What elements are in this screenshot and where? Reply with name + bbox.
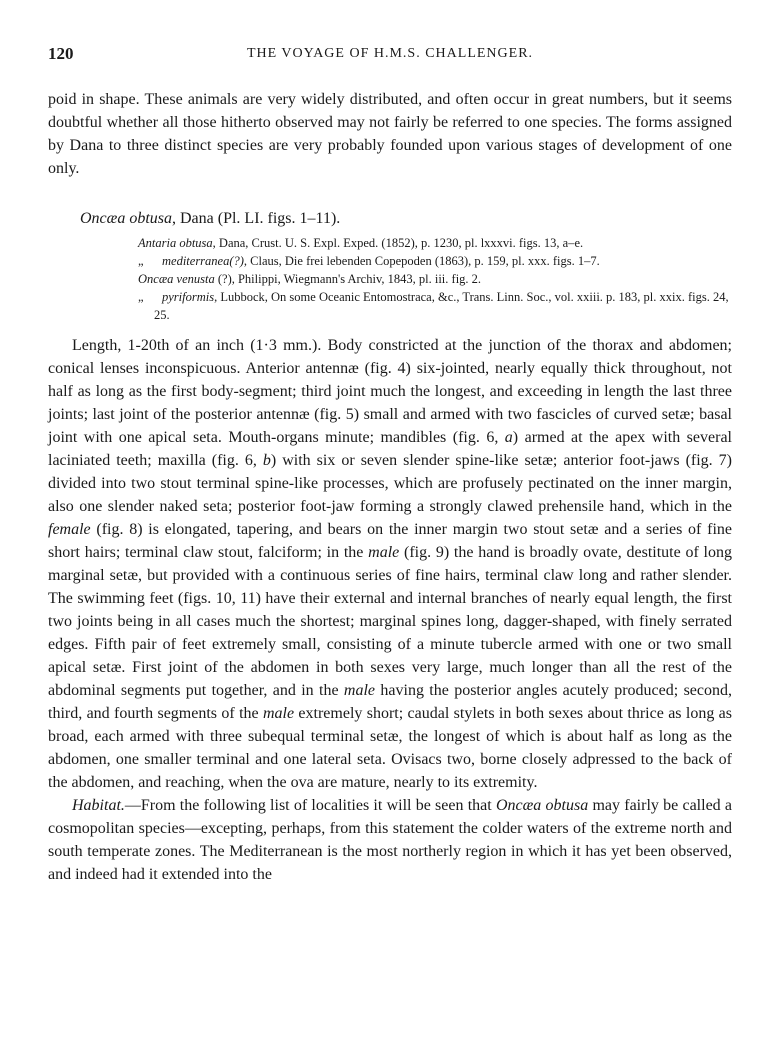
page	[48, 44, 732, 886]
running-title: THE VOYAGE OF H.M.S. CHALLENGER.	[246, 46, 534, 61]
synonym-citation: , Dana, Crust. U. S. Expl. Exped. (1852), p. 1230, pl. lxxxvi. figs. 13, a–e.	[212, 236, 584, 250]
synonym-prefix: „	[138, 290, 144, 304]
synonym-citation: , Claus, Die frei lebenden Copepoden (1863), p. 159, pl. xxx. figs. 1–7.	[243, 254, 600, 268]
description-text: ) with six or seven slender spine-like setæ; anterior foot-jaws (fig. 7) divided into two stout terminal spine-like processes, which are profusely pectinated on the inner margin, also one slender naked seta; posterior foot-jaw forming a strongly clawed prehensile hand, which in the	[48, 452, 733, 515]
habitat-label: Habitat.	[72, 797, 125, 814]
description-text: Length, 1-20th of an inch (1·3 mm.). Body constricted at the junction of the thorax and abdomen; conical lenses inconspicuous. Anterior antennæ (fig. 4) six-jointed, nearly equally thick throughout, not half as long as the first body-segment; third joint much the longest, and exceeding in length the last three joints; last joint of the posterior antennæ (fig. 5) small and armed with two fascicles of curved setæ; basal joint with one apical seta. Mouth-organs minute; mandibles (fig. 6,	[48, 337, 732, 446]
description-text: ) armed at the apex with several laciniated teeth; maxilla (fig. 6,	[48, 429, 732, 469]
description-text: (fig. 9) the hand is broadly ovate, destitute of long marginal setæ, but provided with a continuous series of fine hairs, terminal claw long and rather slender. The swimming feet (figs. 10, 11) have their external and internal branches of nearly equal length, the first two joints being in all cases much the shortest; marginal spines long, dagger-shaped, with finely serrated edges. Fifth pair of feet extremely small, consisting of a minute tubercle armed with one or two small apical setæ. First joint of the abdomen in both sexes very large, much longer than all the rest of the abdominal segments put together, and in the	[48, 544, 732, 699]
emphasis-female: female	[48, 521, 91, 538]
species-name: Oncæa obtusa	[80, 210, 172, 227]
intro-paragraph: poid in shape. These animals are very widely distributed, and often occur in great numbers, but it seems doubtful whether all those hitherto observed may not fairly be referred to one species. The forms assigned by Dana to three distinct species are very probably founded upon various stages of development of one only.	[48, 91, 732, 177]
figure-ref-b: b	[262, 452, 271, 469]
figure-ref-a: a	[504, 429, 513, 446]
synonym-name: pyriformis	[162, 290, 215, 304]
synonym-entry	[138, 252, 732, 270]
page-header	[48, 44, 732, 68]
habitat-text: —From the following list of localities it will be seen that	[124, 797, 496, 814]
synonymy-list	[138, 234, 732, 324]
synonym-name: mediterranea(?)	[162, 254, 244, 268]
synonym-name: Antaria obtusa	[138, 236, 213, 250]
species-heading	[80, 208, 732, 230]
habitat-text: may fairly be called a cosmopolitan species—excepting, perhaps, from this statement the colder waters of the extreme north and south temperate zones. The Mediterranean is the most northerly region in which it has yet been observed, and indeed had it extended into the	[48, 797, 733, 883]
description-paragraph	[48, 334, 732, 794]
synonym-name: Oncæa venusta	[138, 272, 215, 286]
synonym-citation: , Lubbock, On some Oceanic Entomostraca, &c., Trans. Linn. Soc., vol. xxiii. p. 183, pl. xxix. figs. 24, 25.	[154, 290, 729, 322]
species-authority: , Dana (Pl. LI. figs. 1–11).	[172, 210, 341, 227]
emphasis-male: male	[262, 705, 295, 722]
description-text: (fig. 8) is elongated, tapering, and bears on the inner margin two stout setæ and a series of fine short hairs; terminal claw stout, falciform; in the	[48, 521, 732, 561]
description-text: extremely short; caudal stylets in both sexes about thrice as long as broad, each armed with three subequal terminal setæ, the longest of which is about half as long as the abdomen, one smaller terminal and one lateral seta. Ovisacs two, borne closely adpressed to the back of the abdomen, and reaching, when the ova are mature, nearly to its extremity.	[48, 705, 733, 791]
synonym-citation: (?), Philippi, Wiegmann's Archiv, 1843, pl. iii. fig. 2.	[214, 272, 482, 286]
synonym-prefix: „	[138, 254, 144, 268]
synonym-entry	[138, 288, 732, 324]
habitat-paragraph	[48, 794, 732, 886]
habitat-species-name: Oncæa obtusa	[495, 797, 589, 814]
emphasis-male: male	[343, 682, 376, 699]
synonym-entry	[138, 234, 732, 252]
description-text: having the posterior angles acutely produced; second, third, and fourth segments of the	[48, 682, 732, 722]
page-number: 120	[48, 44, 74, 63]
emphasis-male: male	[368, 544, 400, 561]
synonym-entry	[138, 270, 732, 288]
